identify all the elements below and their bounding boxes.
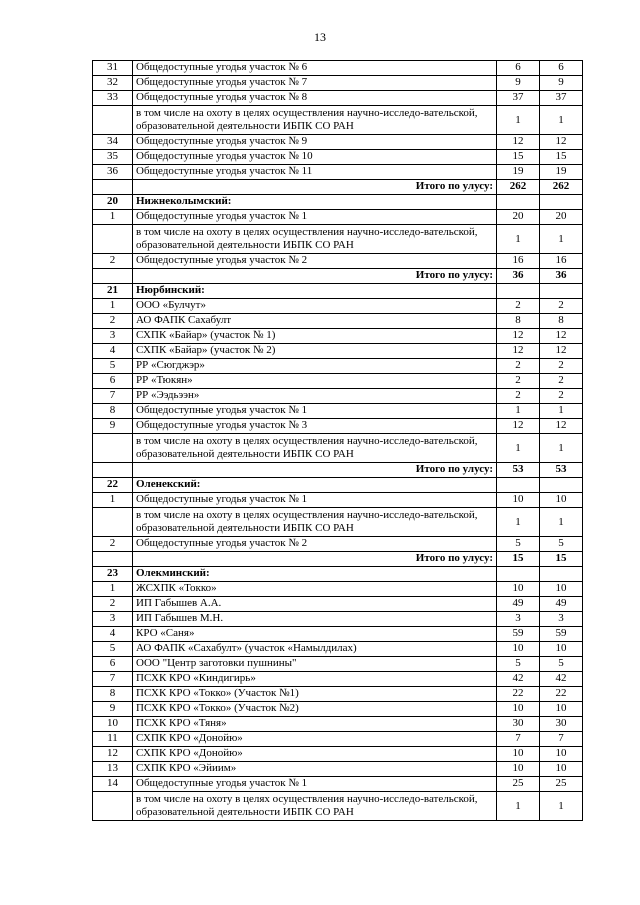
row-value-2: 59 — [540, 627, 583, 642]
row-value-2: 22 — [540, 687, 583, 702]
row-value-1: 2 — [497, 374, 540, 389]
row-name: Общедоступные угодья участок № 1 — [133, 777, 497, 792]
row-value-2: 1 — [540, 106, 583, 135]
table-row — [93, 597, 583, 612]
row-name: Итого по улусу: — [133, 269, 497, 284]
row-value-2: 2 — [540, 389, 583, 404]
region-row — [93, 567, 583, 582]
table-row — [93, 747, 583, 762]
row-number: 12 — [93, 747, 133, 762]
row-value-1: 5 — [497, 657, 540, 672]
table-row — [93, 687, 583, 702]
row-value-2: 25 — [540, 777, 583, 792]
table-row — [93, 582, 583, 597]
table-body — [93, 61, 583, 821]
row-value-2 — [540, 195, 583, 210]
row-value-1: 262 — [497, 180, 540, 195]
row-number: 11 — [93, 732, 133, 747]
subnote-row — [93, 106, 583, 135]
row-name: ИП Габышев А.А. — [133, 597, 497, 612]
row-name: РР «Тюкян» — [133, 374, 497, 389]
row-value-2: 262 — [540, 180, 583, 195]
row-name: Итого по улусу: — [133, 463, 497, 478]
row-name: Общедоступные угодья участок № 7 — [133, 76, 497, 91]
row-value-2: 2 — [540, 359, 583, 374]
row-value-1: 42 — [497, 672, 540, 687]
row-value-2: 1 — [540, 434, 583, 463]
row-number — [93, 225, 133, 254]
row-value-1: 3 — [497, 612, 540, 627]
row-number: 1 — [93, 299, 133, 314]
row-number: 3 — [93, 329, 133, 344]
row-value-1 — [497, 478, 540, 493]
table-row — [93, 314, 583, 329]
row-value-1: 8 — [497, 314, 540, 329]
row-name: Общедоступные угодья участок № 10 — [133, 150, 497, 165]
row-name: ПСХК КРО «Токко» (Участок №1) — [133, 687, 497, 702]
row-number: 6 — [93, 657, 133, 672]
row-value-1: 10 — [497, 702, 540, 717]
row-number: 1 — [93, 582, 133, 597]
row-name: Общедоступные угодья участок № 9 — [133, 135, 497, 150]
table-row — [93, 91, 583, 106]
row-number: 5 — [93, 642, 133, 657]
row-value-2: 30 — [540, 717, 583, 732]
table-row — [93, 537, 583, 552]
row-value-2: 1 — [540, 792, 583, 821]
row-name: Общедоступные угодья участок № 6 — [133, 61, 497, 76]
row-number: 31 — [93, 61, 133, 76]
table-row — [93, 657, 583, 672]
row-name: ПСХК КРО «Киндигирь» — [133, 672, 497, 687]
row-number: 8 — [93, 404, 133, 419]
row-value-1: 2 — [497, 389, 540, 404]
page-number: 13 — [314, 30, 326, 44]
row-name: в том числе на охоту в целях осуществления научно-исследо-вательской, образовательной деятельности ИБПК СО РАН — [133, 792, 497, 821]
row-name: в том числе на охоту в целях осуществления научно-исследо-вательской, образовательной деятельности ИБПК СО РАН — [133, 434, 497, 463]
row-number: 33 — [93, 91, 133, 106]
row-value-2: 37 — [540, 91, 583, 106]
row-name: АО ФАПК Сахабулт — [133, 314, 497, 329]
row-value-2: 5 — [540, 657, 583, 672]
row-number — [93, 552, 133, 567]
row-value-2 — [540, 284, 583, 299]
row-name: РР «Сюгджэр» — [133, 359, 497, 374]
row-value-1: 37 — [497, 91, 540, 106]
row-value-1: 10 — [497, 762, 540, 777]
row-value-1: 22 — [497, 687, 540, 702]
row-value-2: 3 — [540, 612, 583, 627]
row-value-2: 8 — [540, 314, 583, 329]
row-number: 9 — [93, 702, 133, 717]
row-name: Общедоступные угодья участок № 1 — [133, 404, 497, 419]
row-value-2: 10 — [540, 642, 583, 657]
total-row — [93, 552, 583, 567]
row-name: Общедоступные угодья участок № 11 — [133, 165, 497, 180]
row-value-2: 1 — [540, 225, 583, 254]
row-name: Итого по улусу: — [133, 180, 497, 195]
row-value-2: 12 — [540, 135, 583, 150]
table-row — [93, 299, 583, 314]
row-name: Итого по улусу: — [133, 552, 497, 567]
row-value-1: 20 — [497, 210, 540, 225]
row-value-1 — [497, 567, 540, 582]
row-number: 6 — [93, 374, 133, 389]
row-value-2: 42 — [540, 672, 583, 687]
row-value-2: 1 — [540, 404, 583, 419]
row-value-1: 2 — [497, 299, 540, 314]
row-value-2: 2 — [540, 374, 583, 389]
table-row — [93, 419, 583, 434]
quota-table — [92, 60, 583, 821]
total-row — [93, 180, 583, 195]
row-value-2: 20 — [540, 210, 583, 225]
row-name: Оленекский: — [133, 478, 497, 493]
table-row — [93, 150, 583, 165]
row-value-2: 53 — [540, 463, 583, 478]
row-value-2: 36 — [540, 269, 583, 284]
row-number: 23 — [93, 567, 133, 582]
row-number: 9 — [93, 419, 133, 434]
table-row — [93, 254, 583, 269]
row-number: 1 — [93, 210, 133, 225]
row-value-1 — [497, 195, 540, 210]
row-value-1: 1 — [497, 434, 540, 463]
row-number: 7 — [93, 672, 133, 687]
row-number: 13 — [93, 762, 133, 777]
row-name: в том числе на охоту в целях осуществления научно-исследо-вательской, образовательной деятельности ИБПК СО РАН — [133, 225, 497, 254]
row-value-1: 30 — [497, 717, 540, 732]
row-name: СХПК «Байар» (участок № 1) — [133, 329, 497, 344]
row-number: 36 — [93, 165, 133, 180]
row-name: АО ФАПК «Сахабулт» (участок «Намылдилах) — [133, 642, 497, 657]
row-value-1: 19 — [497, 165, 540, 180]
row-value-1: 59 — [497, 627, 540, 642]
row-value-2: 2 — [540, 299, 583, 314]
row-number — [93, 180, 133, 195]
row-value-2: 15 — [540, 150, 583, 165]
row-name: Общедоступные угодья участок № 1 — [133, 493, 497, 508]
row-number: 2 — [93, 597, 133, 612]
table-row — [93, 702, 583, 717]
row-name: ПСХК КРО «Токко» (Участок №2) — [133, 702, 497, 717]
row-value-2: 12 — [540, 329, 583, 344]
table-row — [93, 135, 583, 150]
row-name: ООО «Булчут» — [133, 299, 497, 314]
row-number: 2 — [93, 254, 133, 269]
row-value-1: 5 — [497, 537, 540, 552]
row-value-1: 6 — [497, 61, 540, 76]
row-number: 20 — [93, 195, 133, 210]
row-value-2: 10 — [540, 493, 583, 508]
row-value-1: 2 — [497, 359, 540, 374]
row-value-1: 25 — [497, 777, 540, 792]
row-value-2: 49 — [540, 597, 583, 612]
row-name: Общедоступные угодья участок № 2 — [133, 537, 497, 552]
row-value-2: 5 — [540, 537, 583, 552]
table-row — [93, 777, 583, 792]
row-number — [93, 269, 133, 284]
row-value-2: 15 — [540, 552, 583, 567]
row-name: Общедоступные угодья участок № 8 — [133, 91, 497, 106]
table-row — [93, 672, 583, 687]
row-value-1: 9 — [497, 76, 540, 91]
row-value-2: 10 — [540, 702, 583, 717]
total-row — [93, 269, 583, 284]
row-number: 2 — [93, 537, 133, 552]
table-row — [93, 389, 583, 404]
table-row — [93, 359, 583, 374]
row-number: 35 — [93, 150, 133, 165]
row-name: СХПК «Байар» (участок № 2) — [133, 344, 497, 359]
row-value-1: 15 — [497, 552, 540, 567]
row-number: 21 — [93, 284, 133, 299]
row-name: ПСХК КРО «Тяня» — [133, 717, 497, 732]
row-number — [93, 508, 133, 537]
row-name: в том числе на охоту в целях осуществления научно-исследо-вательской, образовательной деятельности ИБПК СО РАН — [133, 106, 497, 135]
row-value-1: 10 — [497, 642, 540, 657]
row-number: 34 — [93, 135, 133, 150]
row-value-1: 10 — [497, 493, 540, 508]
row-number: 1 — [93, 493, 133, 508]
table-row — [93, 642, 583, 657]
row-value-2: 16 — [540, 254, 583, 269]
row-name: Нижнеколымский: — [133, 195, 497, 210]
total-row — [93, 463, 583, 478]
row-number: 22 — [93, 478, 133, 493]
table-row — [93, 732, 583, 747]
table-row — [93, 493, 583, 508]
row-value-1: 10 — [497, 747, 540, 762]
row-value-1: 36 — [497, 269, 540, 284]
row-number — [93, 792, 133, 821]
table-row — [93, 344, 583, 359]
row-name: КРО «Саня» — [133, 627, 497, 642]
row-value-1: 49 — [497, 597, 540, 612]
row-value-2: 10 — [540, 582, 583, 597]
row-value-1: 10 — [497, 582, 540, 597]
row-value-2: 6 — [540, 61, 583, 76]
row-value-2: 12 — [540, 344, 583, 359]
row-value-1: 1 — [497, 508, 540, 537]
row-value-1: 12 — [497, 419, 540, 434]
row-value-1: 1 — [497, 225, 540, 254]
region-row — [93, 195, 583, 210]
row-number — [93, 106, 133, 135]
row-name: СХПК КРО «Донойю» — [133, 747, 497, 762]
row-name: СХПК КРО «Донойю» — [133, 732, 497, 747]
row-value-2: 9 — [540, 76, 583, 91]
row-number: 10 — [93, 717, 133, 732]
row-name: Общедоступные угодья участок № 3 — [133, 419, 497, 434]
subnote-row — [93, 508, 583, 537]
row-value-2 — [540, 478, 583, 493]
table-row — [93, 76, 583, 91]
row-number: 3 — [93, 612, 133, 627]
row-value-1: 7 — [497, 732, 540, 747]
row-value-1: 16 — [497, 254, 540, 269]
table-row — [93, 627, 583, 642]
row-name: ЖСХПК «Токко» — [133, 582, 497, 597]
row-name: Олекминский: — [133, 567, 497, 582]
subnote-row — [93, 225, 583, 254]
row-value-1: 53 — [497, 463, 540, 478]
row-value-1 — [497, 284, 540, 299]
table-row — [93, 329, 583, 344]
row-value-2: 19 — [540, 165, 583, 180]
row-number — [93, 463, 133, 478]
row-name: ООО "Центр заготовки пушнины" — [133, 657, 497, 672]
row-number: 14 — [93, 777, 133, 792]
row-name: ИП Габышев М.Н. — [133, 612, 497, 627]
row-number — [93, 434, 133, 463]
row-value-1: 12 — [497, 329, 540, 344]
row-name: Общедоступные угодья участок № 2 — [133, 254, 497, 269]
row-value-1: 1 — [497, 106, 540, 135]
row-value-2: 10 — [540, 762, 583, 777]
row-value-1: 1 — [497, 404, 540, 419]
table-row — [93, 165, 583, 180]
row-name: в том числе на охоту в целях осуществления научно-исследо-вательской, образовательной деятельности ИБПК СО РАН — [133, 508, 497, 537]
subnote-row — [93, 434, 583, 463]
table-row — [93, 374, 583, 389]
row-name: Общедоступные угодья участок № 1 — [133, 210, 497, 225]
region-row — [93, 478, 583, 493]
row-value-2: 1 — [540, 508, 583, 537]
row-value-2: 7 — [540, 732, 583, 747]
row-number: 5 — [93, 359, 133, 374]
table-row — [93, 404, 583, 419]
row-name: РР «Ээдьээн» — [133, 389, 497, 404]
row-value-2 — [540, 567, 583, 582]
table-row — [93, 717, 583, 732]
table-row — [93, 762, 583, 777]
row-name: СХПК КРО «Эйиим» — [133, 762, 497, 777]
row-value-1: 15 — [497, 150, 540, 165]
table-row — [93, 210, 583, 225]
row-number: 4 — [93, 344, 133, 359]
row-value-2: 10 — [540, 747, 583, 762]
row-number: 7 — [93, 389, 133, 404]
row-name: Нюрбинский: — [133, 284, 497, 299]
row-number: 8 — [93, 687, 133, 702]
row-number: 2 — [93, 314, 133, 329]
row-value-1: 1 — [497, 792, 540, 821]
row-number: 4 — [93, 627, 133, 642]
subnote-row — [93, 792, 583, 821]
row-value-2: 12 — [540, 419, 583, 434]
row-value-1: 12 — [497, 135, 540, 150]
row-number: 32 — [93, 76, 133, 91]
region-row — [93, 284, 583, 299]
table-row — [93, 61, 583, 76]
table-row — [93, 612, 583, 627]
row-value-1: 12 — [497, 344, 540, 359]
